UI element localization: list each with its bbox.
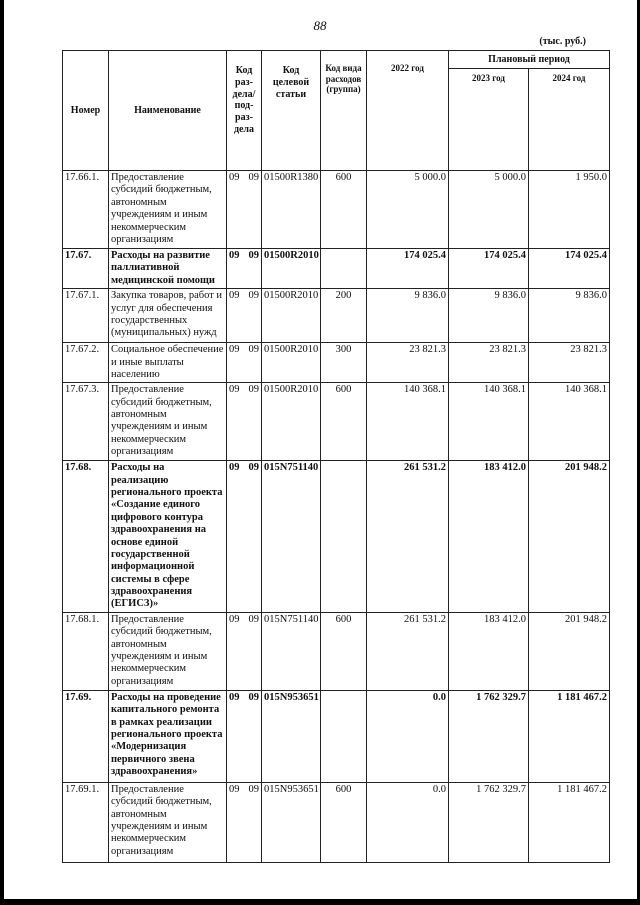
row-value-2024: 9 836.0 (529, 289, 610, 343)
row-value-2023: 1 762 329.7 (449, 782, 529, 862)
row-number: 17.66.1. (63, 171, 109, 249)
row-value-2022: 0.0 (367, 690, 449, 782)
header-planned-period: Плановый период (449, 51, 610, 69)
row-section-code (227, 383, 262, 461)
row-value-2022: 9 836.0 (367, 289, 449, 343)
table-body (63, 171, 610, 863)
row-number: 17.69. (63, 690, 109, 782)
row-subsection: 09 (248, 290, 259, 302)
header-year-2024: 2024 год (529, 69, 610, 171)
row-expense-type: 600 (321, 383, 367, 461)
row-section-code (227, 612, 262, 690)
row-value-2024: 201 948.2 (529, 612, 610, 690)
row-number: 17.67.1. (63, 289, 109, 343)
scan-left-edge (0, 0, 4, 905)
row-target-code: 01500R1380 (262, 171, 321, 249)
row-value-2022: 5 000.0 (367, 171, 449, 249)
row-target-code: 01500R2010 (262, 383, 321, 461)
row-section: 09 (229, 384, 240, 396)
row-section-code (227, 690, 262, 782)
row-section: 09 (229, 462, 240, 474)
scan-bottom-edge (0, 899, 640, 905)
row-section-code (227, 171, 262, 249)
row-section: 09 (229, 783, 240, 795)
row-subsection: 09 (248, 462, 259, 474)
row-expense-type: 600 (321, 612, 367, 690)
table-row (63, 461, 610, 613)
row-section: 09 (229, 250, 240, 261)
row-value-2024: 23 821.3 (529, 343, 610, 383)
header-row-1 (63, 51, 610, 69)
header-year-2023: 2023 год (449, 69, 529, 171)
table-row (63, 383, 610, 461)
row-value-2023: 23 821.3 (449, 343, 529, 383)
row-name: Предоставление субсидий бюджетным, автономным учреждениям и иным некоммерческим организациям (109, 612, 227, 690)
row-section: 09 (229, 613, 240, 625)
row-name: Предоставление субсидий бюджетным, автономным учреждениям и иным некоммерческим организациям (109, 383, 227, 461)
row-target-code: 01500R2010 (262, 343, 321, 383)
row-value-2022: 174 025.4 (367, 249, 449, 289)
table-row (63, 690, 610, 782)
row-name: Предоставление субсидий бюджетным, автономным учреждениям и иным некоммерческим организациям (109, 782, 227, 862)
row-name: Расходы на проведение капитального ремонта в рамках реализации регионального проекта «Модернизация первичного звена здравоохранения» (109, 690, 227, 782)
row-name: Расходы на развитие паллиативной медицинской помощи (109, 249, 227, 289)
row-number: 17.67.2. (63, 343, 109, 383)
row-value-2022: 261 531.2 (367, 461, 449, 613)
page-number: 88 (313, 18, 327, 33)
row-value-2022: 261 531.2 (367, 612, 449, 690)
row-subsection: 09 (248, 250, 259, 261)
row-expense-type (321, 461, 367, 613)
row-section: 09 (229, 691, 240, 703)
row-number: 17.67. (63, 249, 109, 289)
header-number: Номер (63, 51, 109, 171)
header-name: Наименование (109, 51, 227, 171)
row-name: Социальное обеспечение и иные выплаты населению (109, 343, 227, 383)
row-subsection: 09 (248, 783, 259, 795)
row-value-2022: 0.0 (367, 782, 449, 862)
row-expense-type (321, 690, 367, 782)
row-value-2023: 9 836.0 (449, 289, 529, 343)
row-target-code: 01500R2010 (262, 249, 321, 289)
row-target-code: 015N953651 (262, 782, 321, 862)
row-value-2023: 183 412.0 (449, 461, 529, 613)
row-target-code: 015N751140 (262, 612, 321, 690)
row-value-2022: 140 368.1 (367, 383, 449, 461)
budget-table (62, 50, 610, 863)
row-value-2023: 174 025.4 (449, 249, 529, 289)
row-value-2024: 1 181 467.2 (529, 782, 610, 862)
row-value-2023: 183 412.0 (449, 612, 529, 690)
row-value-2022: 23 821.3 (367, 343, 449, 383)
row-section-code (227, 461, 262, 613)
row-expense-type (321, 249, 367, 289)
table-row (63, 249, 610, 289)
units-note: (тыс. руб.) (539, 36, 586, 47)
row-section: 09 (229, 290, 240, 302)
table-row (63, 171, 610, 249)
row-subsection: 09 (248, 344, 259, 356)
table-row (63, 782, 610, 862)
row-expense-type: 600 (321, 782, 367, 862)
row-value-2023: 140 368.1 (449, 383, 529, 461)
row-value-2024: 140 368.1 (529, 383, 610, 461)
row-section-code (227, 289, 262, 343)
table-row (63, 343, 610, 383)
header-year-2022: 2022 год (367, 51, 449, 171)
row-value-2024: 174 025.4 (529, 249, 610, 289)
row-value-2024: 1 950.0 (529, 171, 610, 249)
row-section-code (227, 249, 262, 289)
row-name: Предоставление субсидий бюджетным, автономным учреждениям и иным некоммерческим организациям (109, 171, 227, 249)
row-subsection: 09 (248, 613, 259, 625)
row-expense-type: 200 (321, 289, 367, 343)
row-number: 17.68. (63, 461, 109, 613)
row-expense-type: 600 (321, 171, 367, 249)
row-value-2023: 1 762 329.7 (449, 690, 529, 782)
row-value-2024: 1 181 467.2 (529, 690, 610, 782)
row-name: Закупка товаров, работ и услуг для обеспечения государственных (муниципальных) нужд (109, 289, 227, 343)
row-name: Расходы на реализацию регионального проекта «Создание единого цифрового контура здравоохранения на основе единой государственной информационной системы в сфере здравоохранения (ЕГИСЗ)» (109, 461, 227, 613)
row-subsection: 09 (248, 172, 259, 183)
row-subsection: 09 (248, 384, 259, 396)
row-value-2024: 201 948.2 (529, 461, 610, 613)
row-section: 09 (229, 344, 240, 356)
row-target-code: 015N751140 (262, 461, 321, 613)
table-row (63, 612, 610, 690)
header-section-code: Код раз- дела/ под- раз- дела (227, 51, 262, 171)
row-number: 17.68.1. (63, 612, 109, 690)
row-number: 17.69.1. (63, 782, 109, 862)
row-subsection: 09 (248, 691, 259, 703)
header-target-code: Код целевой статьи (262, 51, 321, 171)
row-section-code (227, 782, 262, 862)
row-target-code: 01500R2010 (262, 289, 321, 343)
row-section-code (227, 343, 262, 383)
row-target-code: 015N953651 (262, 690, 321, 782)
row-number: 17.67.3. (63, 383, 109, 461)
table-row (63, 289, 610, 343)
header-expense-type: Код вида расходов (группа) (321, 51, 367, 171)
row-value-2023: 5 000.0 (449, 171, 529, 249)
row-expense-type: 300 (321, 343, 367, 383)
row-section: 09 (229, 172, 240, 183)
